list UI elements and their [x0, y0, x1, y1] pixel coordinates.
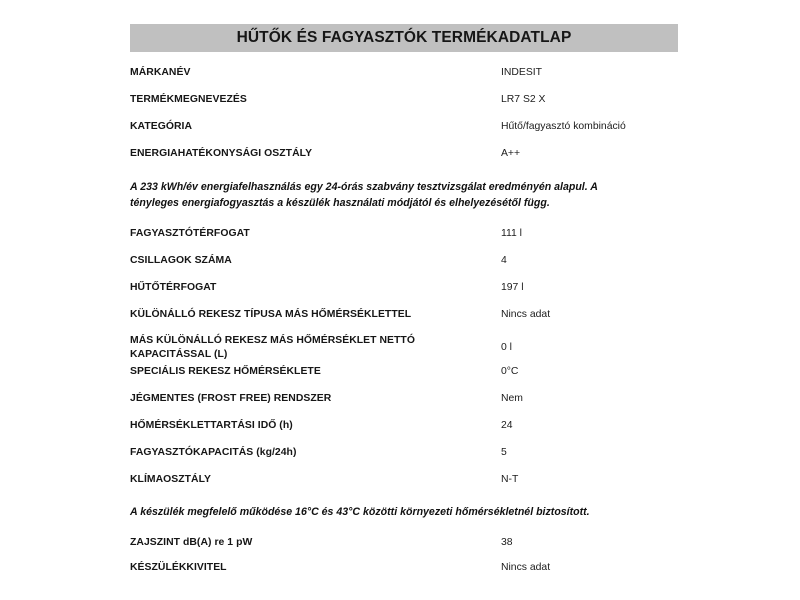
table-row: [130, 416, 678, 443]
table-row: [130, 251, 678, 278]
datasheet-content: [130, 24, 678, 583]
spec-label: FAGYASZTÓKAPACITÁS (kg/24h): [130, 447, 297, 458]
spec-label: MÁS KÜLÖNÁLLÓ REKESZ MÁS HŐMÉRSÉKLET NETTÓ KAPACITÁSSAL (L): [130, 335, 415, 360]
spec-value: 38: [501, 536, 513, 548]
spec-label: KÉSZÜLÉKKIVITEL: [130, 561, 227, 573]
spec-label: TERMÉKMEGNEVEZÉS: [130, 94, 247, 105]
specs-table-bottom: [130, 533, 678, 583]
spec-value: Hűtő/fagyasztó kombináció: [501, 121, 626, 132]
spec-value: 0 l: [501, 342, 512, 353]
table-row: [130, 278, 678, 305]
spec-label: KLÍMAOSZTÁLY: [130, 474, 212, 485]
specs-table-middle: [130, 224, 678, 497]
table-row: [130, 224, 678, 251]
spec-value: LR7 S2 X: [501, 94, 546, 105]
spec-label: ENERGIAHATÉKONYSÁGI OSZTÁLY: [130, 148, 313, 159]
table-row: [130, 470, 678, 497]
table-row: [130, 305, 678, 332]
spec-value: 24: [501, 420, 513, 431]
spec-label: SPECIÁLIS REKESZ HŐMÉRSÉKLETE: [130, 366, 321, 377]
spec-label: KATEGÓRIA: [130, 121, 193, 132]
spec-label: JÉGMENTES (FROST FREE) RENDSZER: [130, 393, 332, 404]
table-row: [130, 389, 678, 416]
spec-value: Nem: [501, 393, 523, 404]
table-row: [130, 90, 678, 117]
spec-label: CSILLAGOK SZÁMA: [130, 255, 232, 266]
spec-value: INDESIT: [501, 67, 542, 78]
table-row: [130, 144, 678, 171]
table-row: [130, 63, 678, 90]
spec-label: HŐMÉRSÉKLETTARTÁSI IDŐ (h): [130, 420, 293, 431]
spec-value: Nincs adat: [501, 561, 551, 573]
specs-table-top: [130, 63, 678, 171]
table-row: [130, 533, 678, 558]
spec-value: 0°C: [501, 366, 519, 377]
table-row: [130, 558, 678, 583]
spec-value: N-T: [501, 474, 519, 485]
spec-value: A++: [501, 148, 521, 159]
spec-label: FAGYASZTÓTÉRFOGAT: [130, 228, 250, 239]
spec-label: KÜLÖNÁLLÓ REKESZ TÍPUSA MÁS HŐMÉRSÉKLETTEL: [130, 309, 412, 320]
table-row: [130, 362, 678, 389]
spec-label: HŰTŐTÉRFOGAT: [130, 282, 217, 293]
energy-consumption-note: A 233 kWh/év energiafelhasználás egy 24-órás szabvány tesztvizsgálat eredményén alapul. A tényleges energiafogyasztás a készülék használati módjától és elhelyezésétől függ.: [130, 181, 598, 209]
spec-label: ZAJSZINT dB(A) re 1 pW: [130, 536, 253, 548]
climate-class-note: A készülék megfelelő működése 16°C és 43°C közötti környezeti hőmérsékletnél biztosított.: [130, 506, 590, 518]
spec-value: 5: [501, 447, 507, 458]
table-row: [130, 443, 678, 470]
table-row: [130, 332, 678, 362]
datasheet-title-band: [130, 24, 678, 52]
spec-value: 111 l: [501, 228, 522, 239]
spec-value: 4: [501, 255, 507, 266]
spec-label: MÁRKANÉV: [130, 67, 191, 78]
spec-value: 197 l: [501, 282, 524, 293]
spec-value: Nincs adat: [501, 309, 551, 320]
table-row: [130, 117, 678, 144]
page-title: HŰTŐK ÉS FAGYASZTÓK TERMÉKADATLAP: [236, 29, 572, 47]
